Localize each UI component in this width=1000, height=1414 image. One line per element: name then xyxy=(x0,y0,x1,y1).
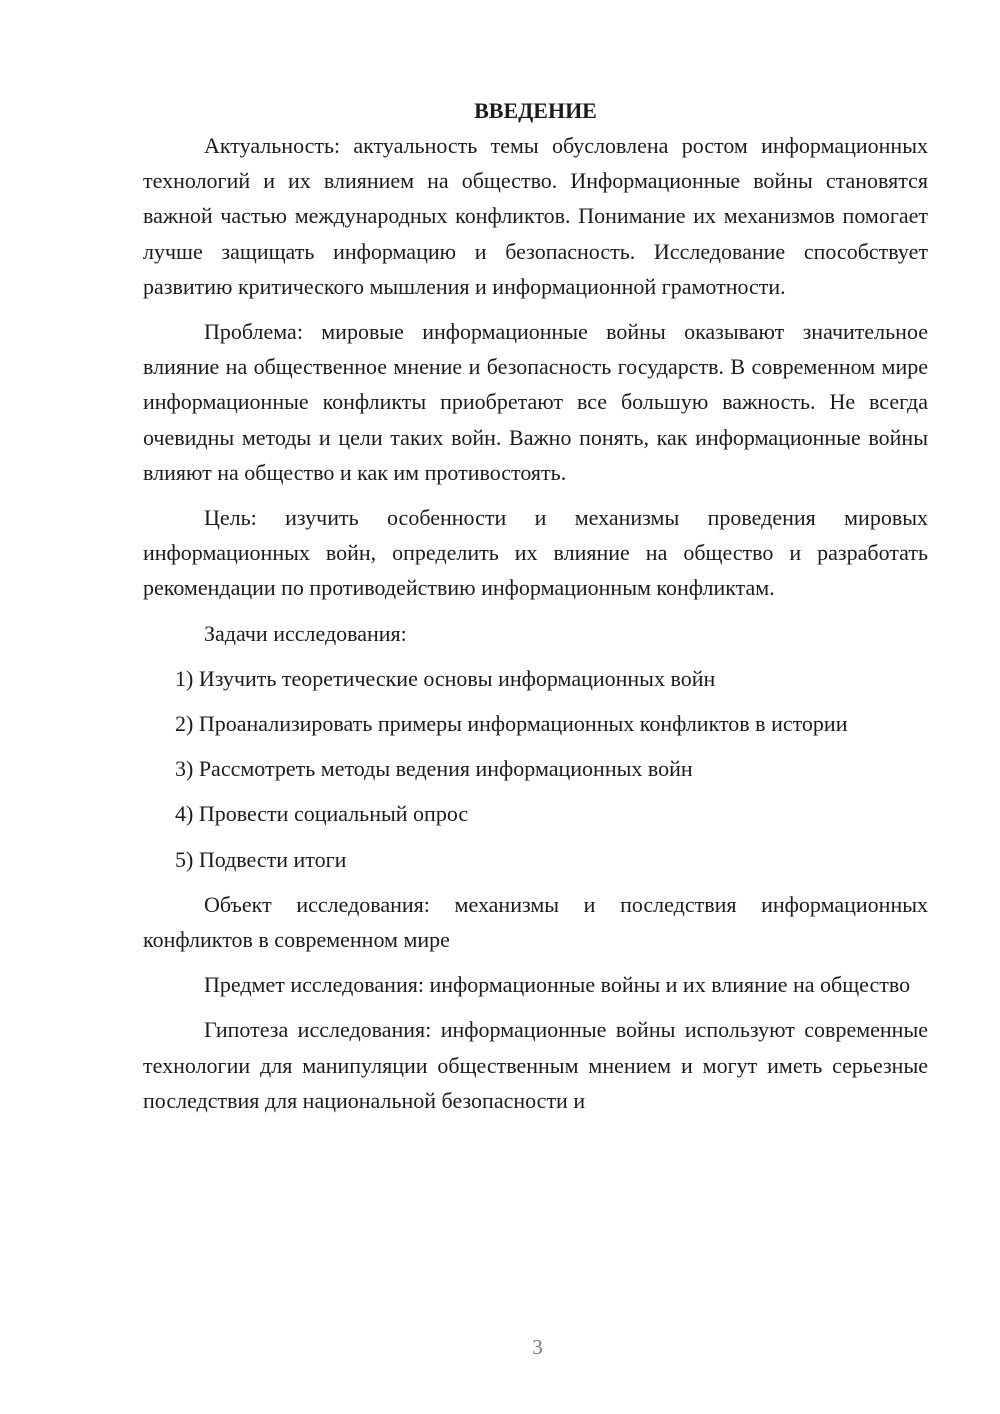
page-content xyxy=(143,93,928,1128)
subject-paragraph: Предмет исследования: информационные войны и их влияние на общество xyxy=(204,972,911,998)
object-paragraph: Объект исследования: механизмы и последствия информационных конфликтов в современном мире xyxy=(143,891,928,953)
goal-paragraph: Цель: изучить особенности и механизмы проведения мировых информационных войн, определить их влияние на общество и разработать рекомендации по противодействию информационным конфликтам. xyxy=(143,505,928,601)
task-item-2: 2) Проанализировать примеры информационных конфликтов в истории xyxy=(175,711,848,737)
hypothesis-paragraph: Гипотеза исследования: информационные войны используют современные технологии для манипуляции общественным мнением и могут иметь серьезные последствия для национальной безопасности и xyxy=(143,1017,928,1113)
tasks-title: Задачи исследования: xyxy=(204,620,407,646)
task-item-4: 4) Провести социальный опрос xyxy=(175,801,469,827)
task-item-3: 3) Рассмотреть методы ведения информационных войн xyxy=(175,756,693,782)
relevance-paragraph: Актуальность: актуальность темы обусловлена ростом информационных технологий и их влиянием на общество. Информационные войны становятся важной частью международных конфликтов. Понимание их механизмов помогает лучше защищать информацию и безопасность. Исследование способствует развитию критического мышления и информационной грамотности. xyxy=(143,133,928,299)
task-item-5: 5) Подвести итоги xyxy=(175,846,347,872)
page-number: 3 xyxy=(532,1335,543,1359)
page-heading: ВВЕДЕНИЕ xyxy=(474,98,597,123)
problem-paragraph: Проблема: мировые информационные войны оказывают значительное влияние на общественное мнение и безопасность государств. В современном мире информационные конфликты приобретают все большую важность. Не всегда очевидны методы и цели таких войн. Важно понять, как информационные войны влияют на общество и как им противостоять. xyxy=(143,319,928,485)
task-item-1: 1) Изучить теоретические основы информационных войн xyxy=(175,665,716,691)
